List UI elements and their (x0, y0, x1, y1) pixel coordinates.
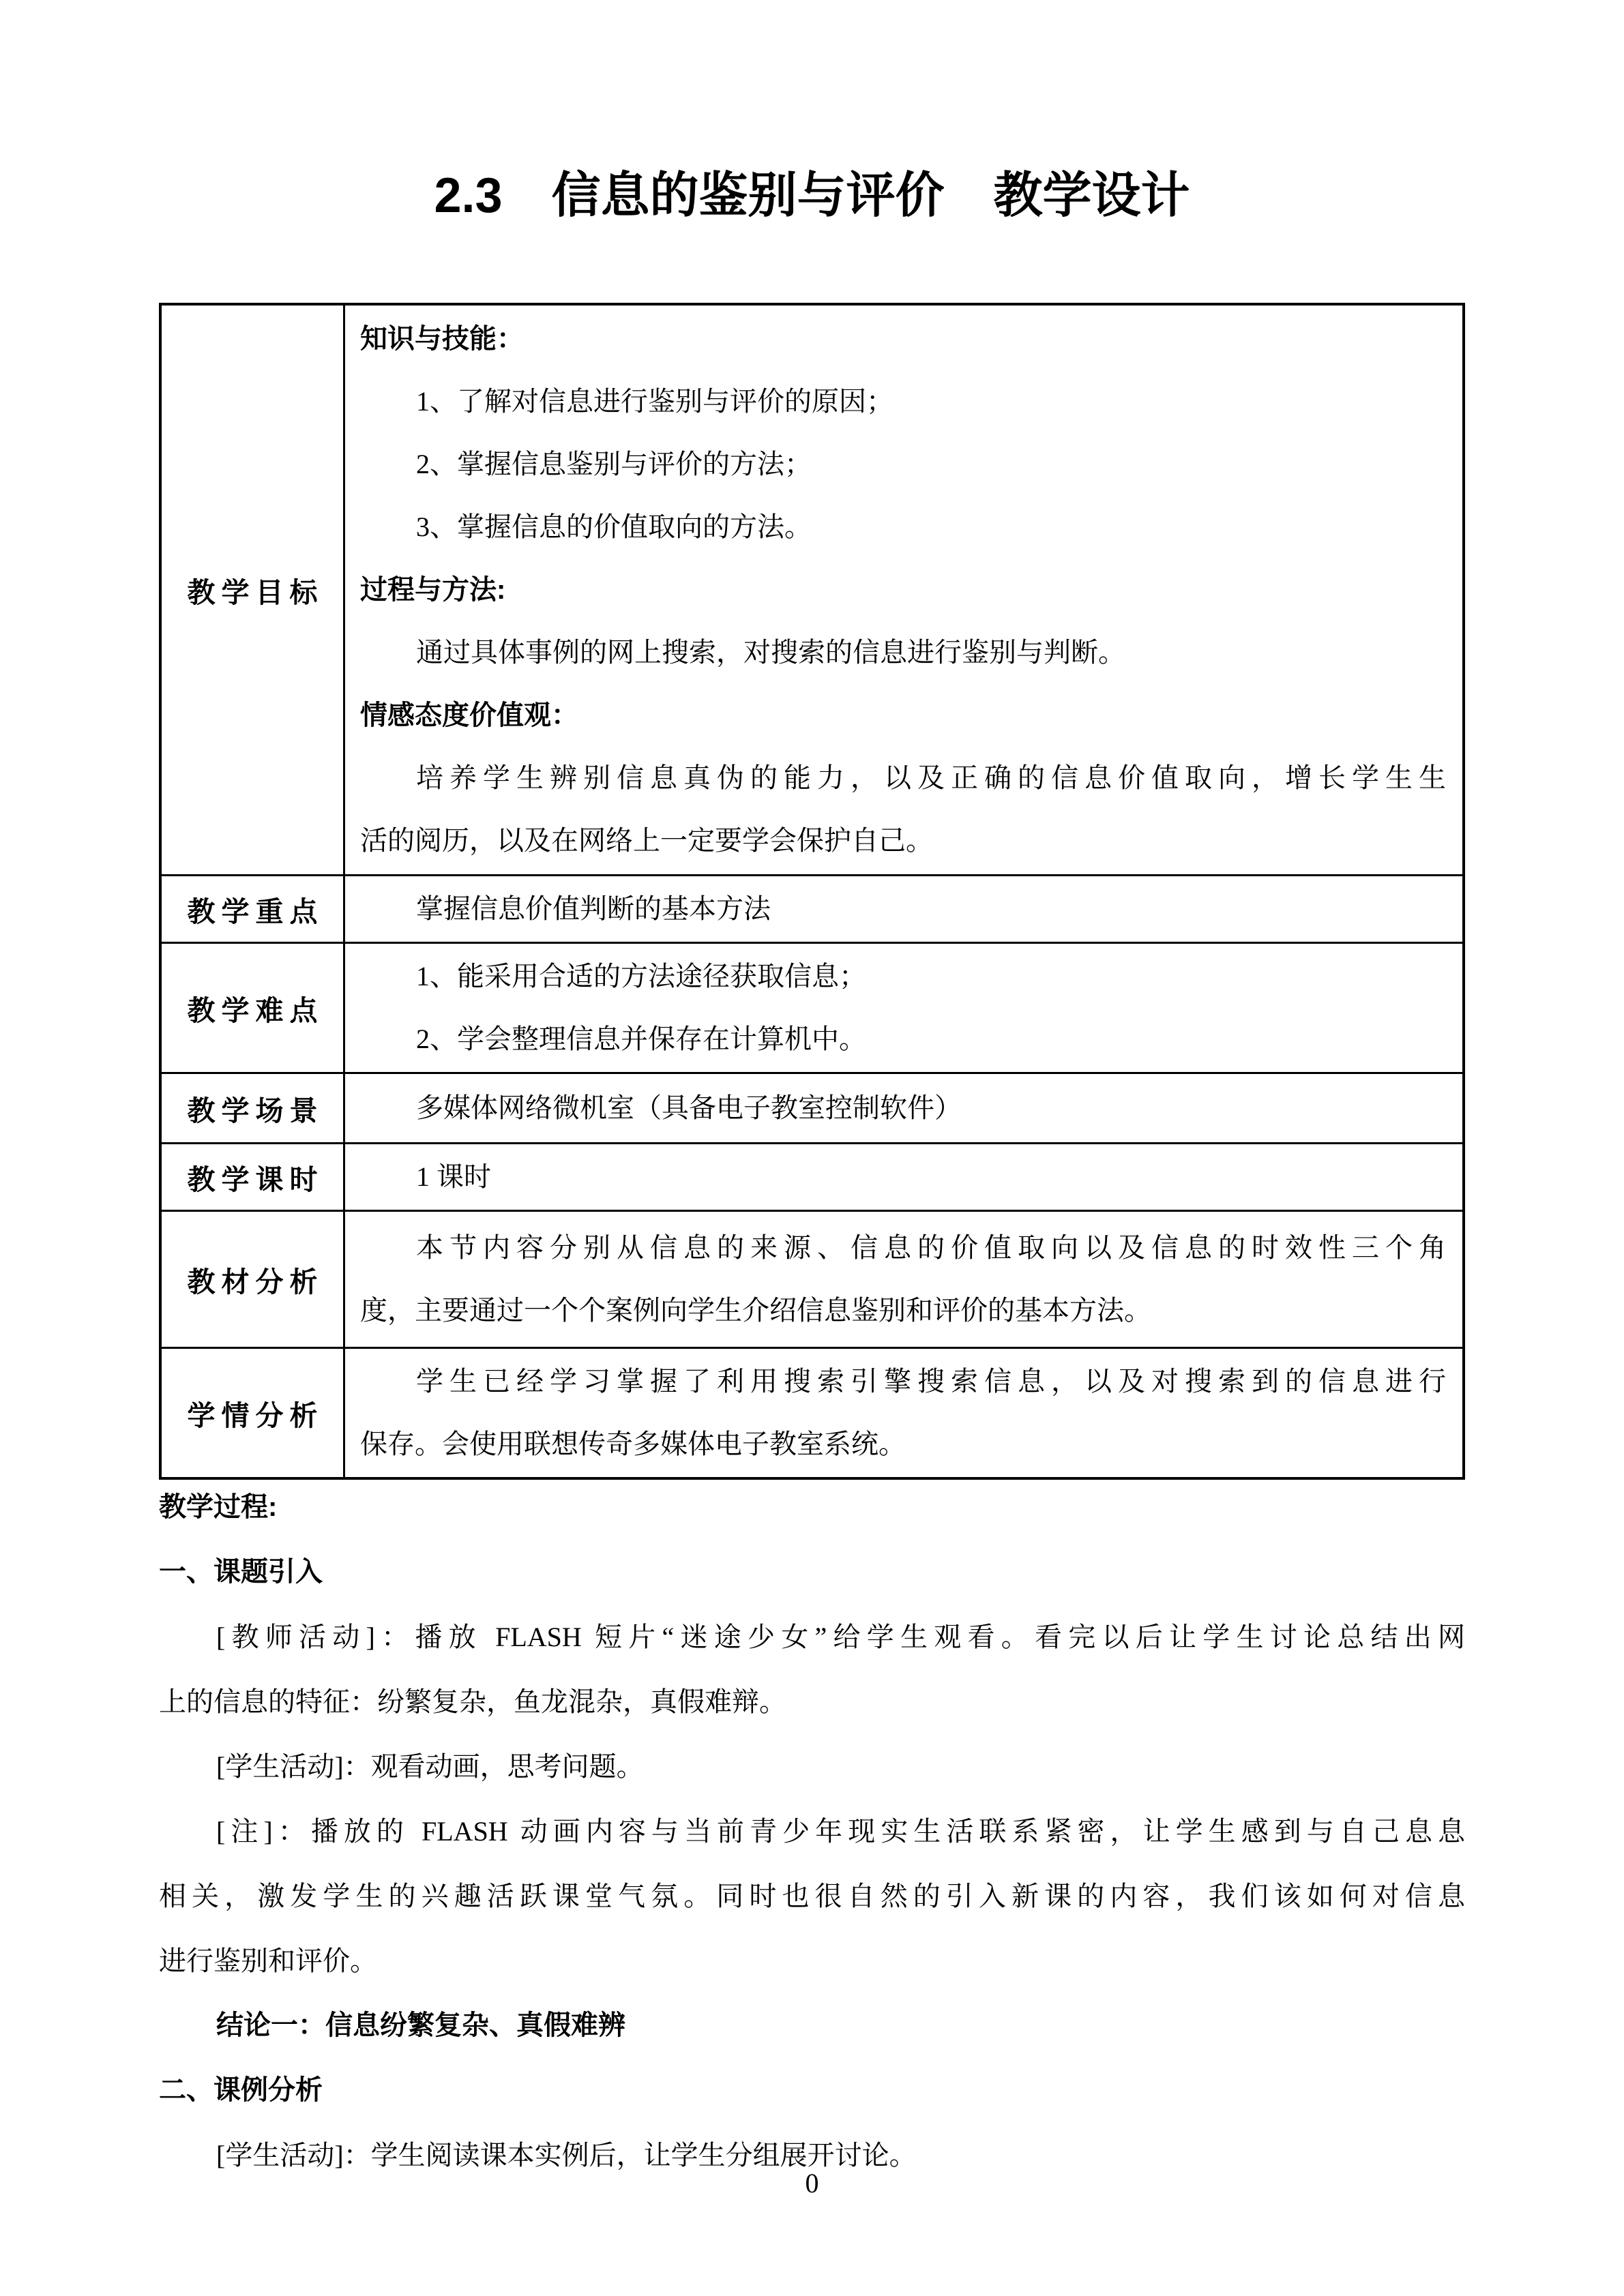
cell-line: 情感态度价值观： (360, 700, 578, 730)
table-row (160, 1073, 1464, 1144)
cell-line: 过程与方法: (360, 575, 506, 605)
cell-line: 度，主要通过一个个案例向学生介绍信息鉴别和评价的基本方法。 (360, 1295, 1151, 1326)
cell-line: 2、掌握信息鉴别与评价的方法； (416, 449, 812, 479)
table-row (160, 1144, 1464, 1211)
cell-line: 通过具体事例的网上搜索，对搜索的信息进行鉴别与判断。 (416, 637, 1125, 668)
cell-line: 活的阅历，以及在网络上一定要学会保护自己。 (360, 825, 933, 856)
row-content (344, 1211, 1464, 1348)
cell-line: 学生已经学习掌握了利用搜索引擎搜索信息，以及对搜索到的信息进行 (416, 1366, 1446, 1397)
cell-line: 1 课时 (416, 1161, 491, 1192)
row-content (344, 1144, 1464, 1211)
paragraph: 一、课题引入 (159, 1557, 323, 1587)
row-content (344, 304, 1464, 876)
cell-line: 2、学会整理信息并保存在计算机中。 (416, 1024, 866, 1054)
page-title: 2.3 信息的鉴别与评价 教学设计 (434, 168, 1190, 223)
paragraph: 教学过程: (159, 1492, 278, 1522)
paragraph: 进行鉴别和评价。 (159, 1945, 377, 1976)
row-label (160, 304, 344, 876)
row-content (344, 943, 1464, 1073)
row-label (160, 1144, 344, 1211)
row-label-text: 教学场景 (187, 1094, 324, 1127)
row-label (160, 1211, 344, 1348)
cell-line: 多媒体网络微机室（具备电子教室控制软件） (416, 1092, 962, 1123)
paragraph: [学生活动]：观看动画，思考问题。 (216, 1751, 644, 1782)
row-label (160, 943, 344, 1073)
teaching-plan-table (159, 303, 1465, 1480)
row-label (160, 1073, 344, 1144)
cell-line: 3、掌握信息的价值取向的方法。 (416, 511, 812, 542)
cell-line: 保存。会使用联想传奇多媒体电子教室系统。 (360, 1429, 906, 1459)
paragraph: 上的信息的特征：纷繁复杂，鱼龙混杂，真假难辩。 (159, 1686, 786, 1717)
table-row (160, 876, 1464, 943)
row-label (160, 1348, 344, 1479)
paragraph: [注]：播放的 FLASH 动画内容与当前青少年现实生活联系紧密，让学生感到与自己息息 (216, 1816, 1465, 1847)
row-label-text: 教学课时 (187, 1163, 324, 1195)
row-label-text: 教材分析 (187, 1266, 324, 1298)
page-number: 0 (805, 2168, 819, 2198)
paragraph: [学生活动]：学生阅读课本实例后，让学生分组展开讨论。 (216, 2140, 917, 2171)
row-label-text: 学情分析 (187, 1399, 324, 1431)
row-label-text: 教学重点 (187, 895, 324, 927)
row-content (344, 1073, 1464, 1144)
paragraph: 相关，激发学生的兴趣活跃课堂气氛。同时也很自然的引入新课的内容，我们该如何对信息 (159, 1881, 1465, 1911)
cell-line: 本节内容分别从信息的来源、信息的价值取向以及信息的时效性三个角 (416, 1232, 1446, 1263)
row-label (160, 876, 344, 943)
cell-line: 1、了解对信息进行鉴别与评价的原因； (416, 386, 894, 417)
row-content (344, 1348, 1464, 1479)
row-label-text: 教学难点 (187, 994, 324, 1026)
teaching-process-section (159, 1475, 1465, 2188)
table-row (160, 1348, 1464, 1479)
paragraph: [教师活动]：播放 FLASH 短片“迷途少女”给学生观看。看完以后让学生讨论总结出网 (216, 1622, 1465, 1652)
table-row (160, 943, 1464, 1073)
table-row (160, 304, 1464, 876)
cell-line: 知识与技能： (360, 324, 524, 354)
row-content (344, 876, 1464, 943)
paragraph: 二、课例分析 (159, 2075, 323, 2105)
cell-line: 培养学生辨别信息真伪的能力，以及正确的信息价值取向，增长学生生 (416, 762, 1446, 793)
cell-line: 1、能采用合适的方法途径获取信息； (416, 961, 866, 992)
cell-line: 掌握信息价值判断的基本方法 (416, 893, 771, 924)
paragraph: 结论一：信息纷繁复杂、真假难辨 (216, 2010, 625, 2040)
table-row (160, 1211, 1464, 1348)
row-label-text: 教学目标 (187, 576, 324, 608)
